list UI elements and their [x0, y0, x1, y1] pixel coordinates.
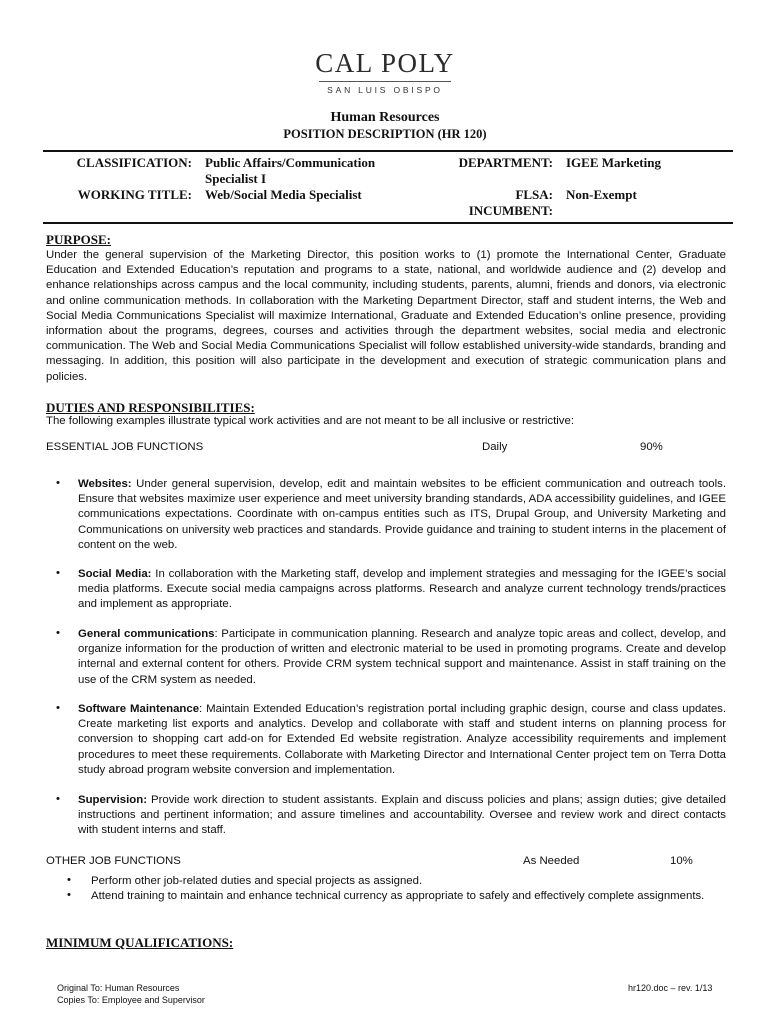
purpose-text: Under the general supervision of the Marketing Director, this position works to (1) promote the International Center, Graduate Education and Extended Education’s reputation and programs to a state, national, and worldwide audience and (2) develop and enhance relationships across campus and the local community, including students, parents, alumni, friends and donors, via electronic and online communication methods. In collaboration with the Marketing Department Director, staff and student interns, the Web and Social Media Communications Specialist will maximize International, Graduate and Extended Education’s online presence, providing information about the programs, degrees, courses and activities through the department websites, social media and electronic communication. The Web and Social Media Communications Specialist will follow established university-wide standards, branding and messaging. In addition, this position will also participate in the development and execution of strategic communication plans and policies.: [46, 249, 726, 383]
other-item: Perform other job-related duties and special projects as assigned.: [91, 875, 423, 887]
duty-item-general-communications: General communications: Participate in communication planning. Research and analyze topic areas and collect, develop, and organize information for the production of written and electronic material to be used in promoting programs. Create and develop internal and external content for others. Provide CRM system technical support and maintenance. Assist in staff training on the use of the CRM system as needed.: [78, 628, 727, 686]
other-item: Attend training to maintain and enhance technical currency as appropriate to safely and effectively complete assignments.: [91, 890, 705, 902]
bullet-icon: •: [56, 477, 60, 489]
logo-rule: [319, 81, 451, 82]
classification-value-1: Public Affairs/Communication: [205, 155, 376, 170]
header-bottom-rule: [43, 222, 733, 224]
classification-label: CLASSIFICATION:: [76, 155, 192, 170]
duties-intro: The following examples illustrate typical work activities and are not meant to be all inclusive or restrictive:: [46, 415, 574, 427]
duty-item-software-maintenance: Software Maintenance: Maintain Extended Education’s registration portal including graphic design, course and class updates. Create marketing list exports and analytics. Develop and collaborate with staff and student interns on planning process for conversion to shopping cart add-on for Extended Ed website registration. Analyze accessibility requirements and implement procedures to meet these requirements. Collaborate with Marketing Director and International Center project tem on Terra Dotta study abroad program website conversion and implementation.: [78, 703, 727, 776]
essential-label: ESSENTIAL JOB FUNCTIONS: [46, 441, 204, 453]
classification-value-2: Specialist I: [205, 171, 267, 186]
purpose-title: PURPOSE:: [46, 232, 111, 247]
bullet-icon: •: [56, 567, 60, 579]
footer-original: Original To: Human Resources: [57, 983, 180, 993]
top-rule: [43, 150, 733, 152]
footer-doc-rev: hr120.doc – rev. 1/13: [628, 983, 713, 993]
header-dept: Human Resources: [330, 110, 440, 125]
duties-title: DUTIES AND RESPONSIBILITIES:: [46, 400, 255, 415]
incumbent-label: INCUMBENT:: [468, 203, 553, 218]
footer-copies: Copies To: Employee and Supervisor: [57, 995, 205, 1005]
working-title-label: WORKING TITLE:: [77, 187, 192, 202]
flsa-value: Non-Exempt: [566, 187, 637, 202]
bullet-icon: •: [67, 889, 71, 901]
cal-poly-logo: [0, 48, 770, 95]
header-form-title: POSITION DESCRIPTION (HR 120): [283, 127, 487, 141]
duty-item-websites: Websites: Under general supervision, develop, edit and maintain websites to be efficient communication and outreach tools. Ensure that websites maximize user experience and meet university branding standards, ADA accessibility guidelines, and IGEE communications expectations. Coordinate with on-campus entities such as ITS, Drupal Group, and University Marketing and Communications on university web practices and standards. Provide guidance and training to student interns in the placement of content on the web.: [78, 478, 726, 551]
essential-frequency: Daily: [482, 441, 508, 453]
essential-percent: 90%: [640, 441, 663, 453]
flsa-label: FLSA:: [515, 187, 553, 202]
department-value: IGEE Marketing: [566, 155, 661, 170]
bullet-icon: •: [67, 874, 71, 886]
bullet-icon: •: [56, 702, 60, 714]
other-frequency: As Needed: [523, 855, 580, 867]
duty-item-social-media: Social Media: In collaboration with the Marketing staff, develop and implement strategies and messaging for the IGEE’s social media platforms. Execute social media campaigns across platforms. Research and analyze current technology trends/practices and implement as appropriate.: [78, 568, 726, 611]
other-label: OTHER JOB FUNCTIONS: [46, 855, 181, 867]
department-label: DEPARTMENT:: [458, 155, 553, 170]
working-title-value: Web/Social Media Specialist: [205, 187, 362, 202]
qualifications-title: MINIMUM QUALIFICATIONS:: [46, 935, 234, 950]
bullet-icon: •: [56, 627, 60, 639]
other-percent: 10%: [670, 855, 693, 867]
logo-subtitle: SAN LUIS OBISPO: [327, 85, 443, 95]
duty-item-supervision: Supervision: Provide work direction to student assistants. Explain and discuss policies and plans; assign duties; give detailed instructions and pertinent information; and assure timelines and accountability. Oversee and review work and direct contacts with student interns and staff.: [78, 794, 726, 837]
logo-wordmark: CAL POLY: [315, 48, 455, 78]
bullet-icon: •: [56, 793, 60, 805]
